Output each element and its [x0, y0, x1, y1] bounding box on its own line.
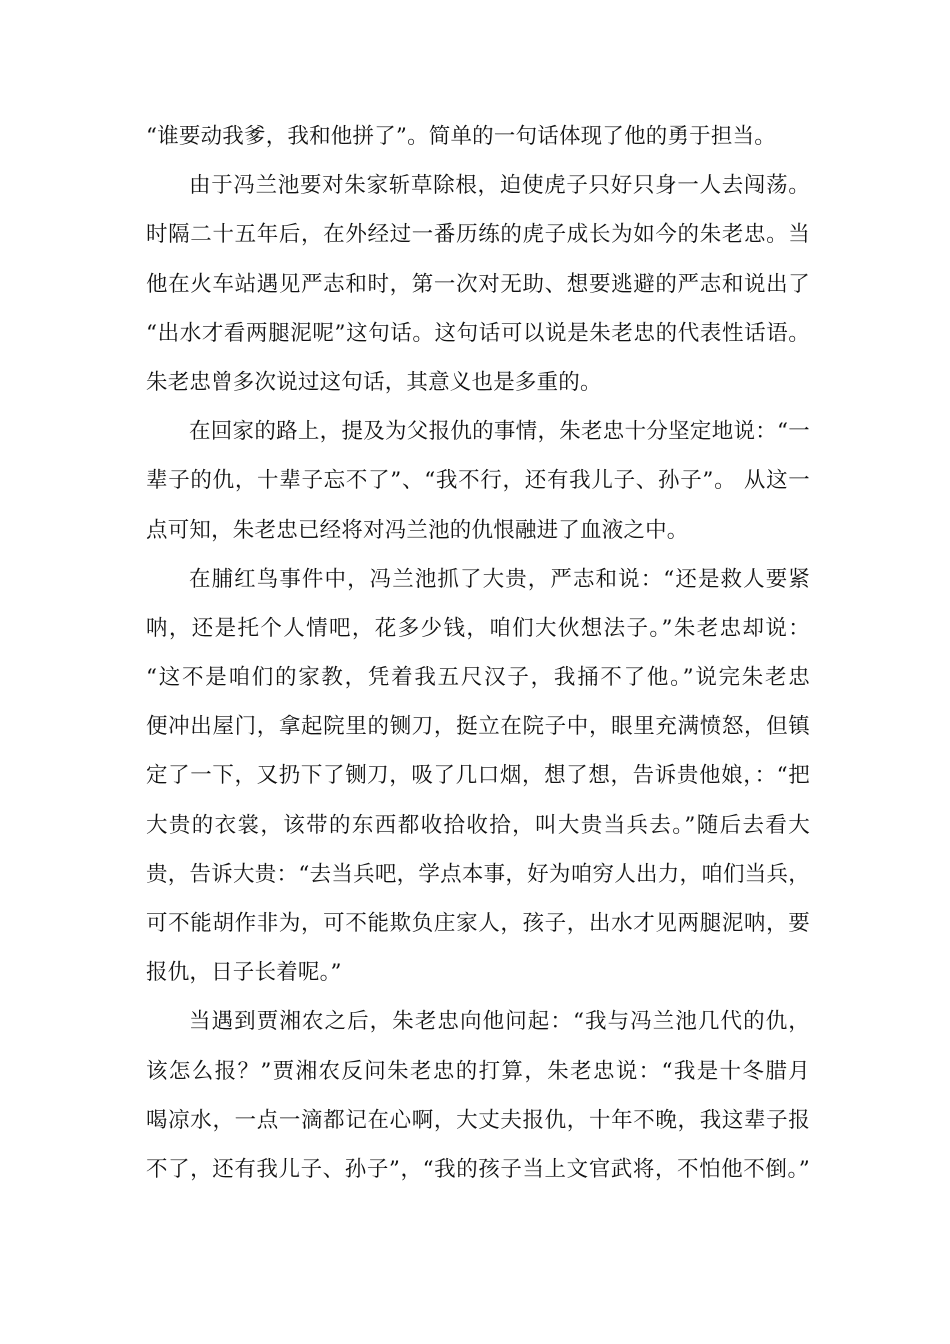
- text-line: 当遇到贾湘农之后，朱老忠向他问起：“我与冯兰池几代的仇，: [189, 1009, 810, 1035]
- text-line: 大贵的衣裳，该带的东西都收拾收拾，叫大贵当兵去。”随后去看大: [146, 812, 810, 838]
- text-line: 贵，告诉大贵：“去当兵吧，学点本事，好为咱穷人出力，咱们当兵，: [146, 861, 810, 887]
- text-line: 由于冯兰池要对朱家斩草除根，迫使虎子只好只身一人去闯荡。: [189, 173, 810, 199]
- text-line: 他在火车站遇见严志和时，第一次对无助、想要逃避的严志和说出了: [146, 271, 810, 297]
- text-line: 可不能胡作非为，可不能欺负庄家人，孩子，出水才见两腿泥呐，要: [146, 911, 810, 936]
- text-line: 定了一下，又扔下了铡刀，吸了几口烟，想了想，告诉贵他娘，：“把: [146, 763, 810, 789]
- text-line: 时隔二十五年后，在外经过一番历练的虎子成长为如今的朱老忠。当: [146, 222, 810, 248]
- text-line: “出水才看两腿泥呢”这句话。这句话可以说是朱老忠的代表性话语。: [146, 320, 810, 346]
- text-line: 该怎么报？”贾湘农反问朱老忠的打算，朱老忠说：“我是十冬腊月: [146, 1058, 810, 1084]
- text-line: 朱老忠曾多次说过这句话，其意义也是多重的。: [146, 369, 602, 395]
- text-line: 辈子的仇，十辈子忘不了”、“我不行，还有我儿子、孙子”。 从这一: [146, 468, 810, 494]
- document-body: [146, 112, 810, 1194]
- text-line: 喝凉水，一点一滴都记在心啊，大丈夫报仇，十年不晚，我这辈子报: [146, 1107, 810, 1133]
- text-line: 不了，还有我儿子、孙子”，“我的孩子当上文官武将，不怕他不倒。”: [146, 1156, 810, 1182]
- text-line: 报仇，日子长着呢。”: [146, 960, 342, 986]
- text-line: 点可知，朱老忠已经将对冯兰池的仇恨融进了血液之中。: [146, 517, 689, 543]
- text-line: 在回家的路上，提及为父报仇的事情，朱老忠十分坚定地说：“一: [189, 419, 810, 445]
- text-line: “谁要动我爹，我和他拼了”。简单的一句话体现了他的勇于担当。: [146, 124, 776, 149]
- text-line: 呐，还是托个人情吧，花多少钱，咱们大伙想法子。”朱老忠却说：: [146, 615, 810, 641]
- text-line: “这不是咱们的家教，凭着我五尺汉子，我捅不了他。”说完朱老忠: [146, 665, 810, 691]
- text-line: 便冲出屋门，拿起院里的铡刀，挺立在院子中，眼里充满愤怒，但镇: [146, 714, 810, 740]
- text-line: 在脯红鸟事件中，冯兰池抓了大贵，严志和说：“还是救人要紧: [189, 566, 810, 592]
